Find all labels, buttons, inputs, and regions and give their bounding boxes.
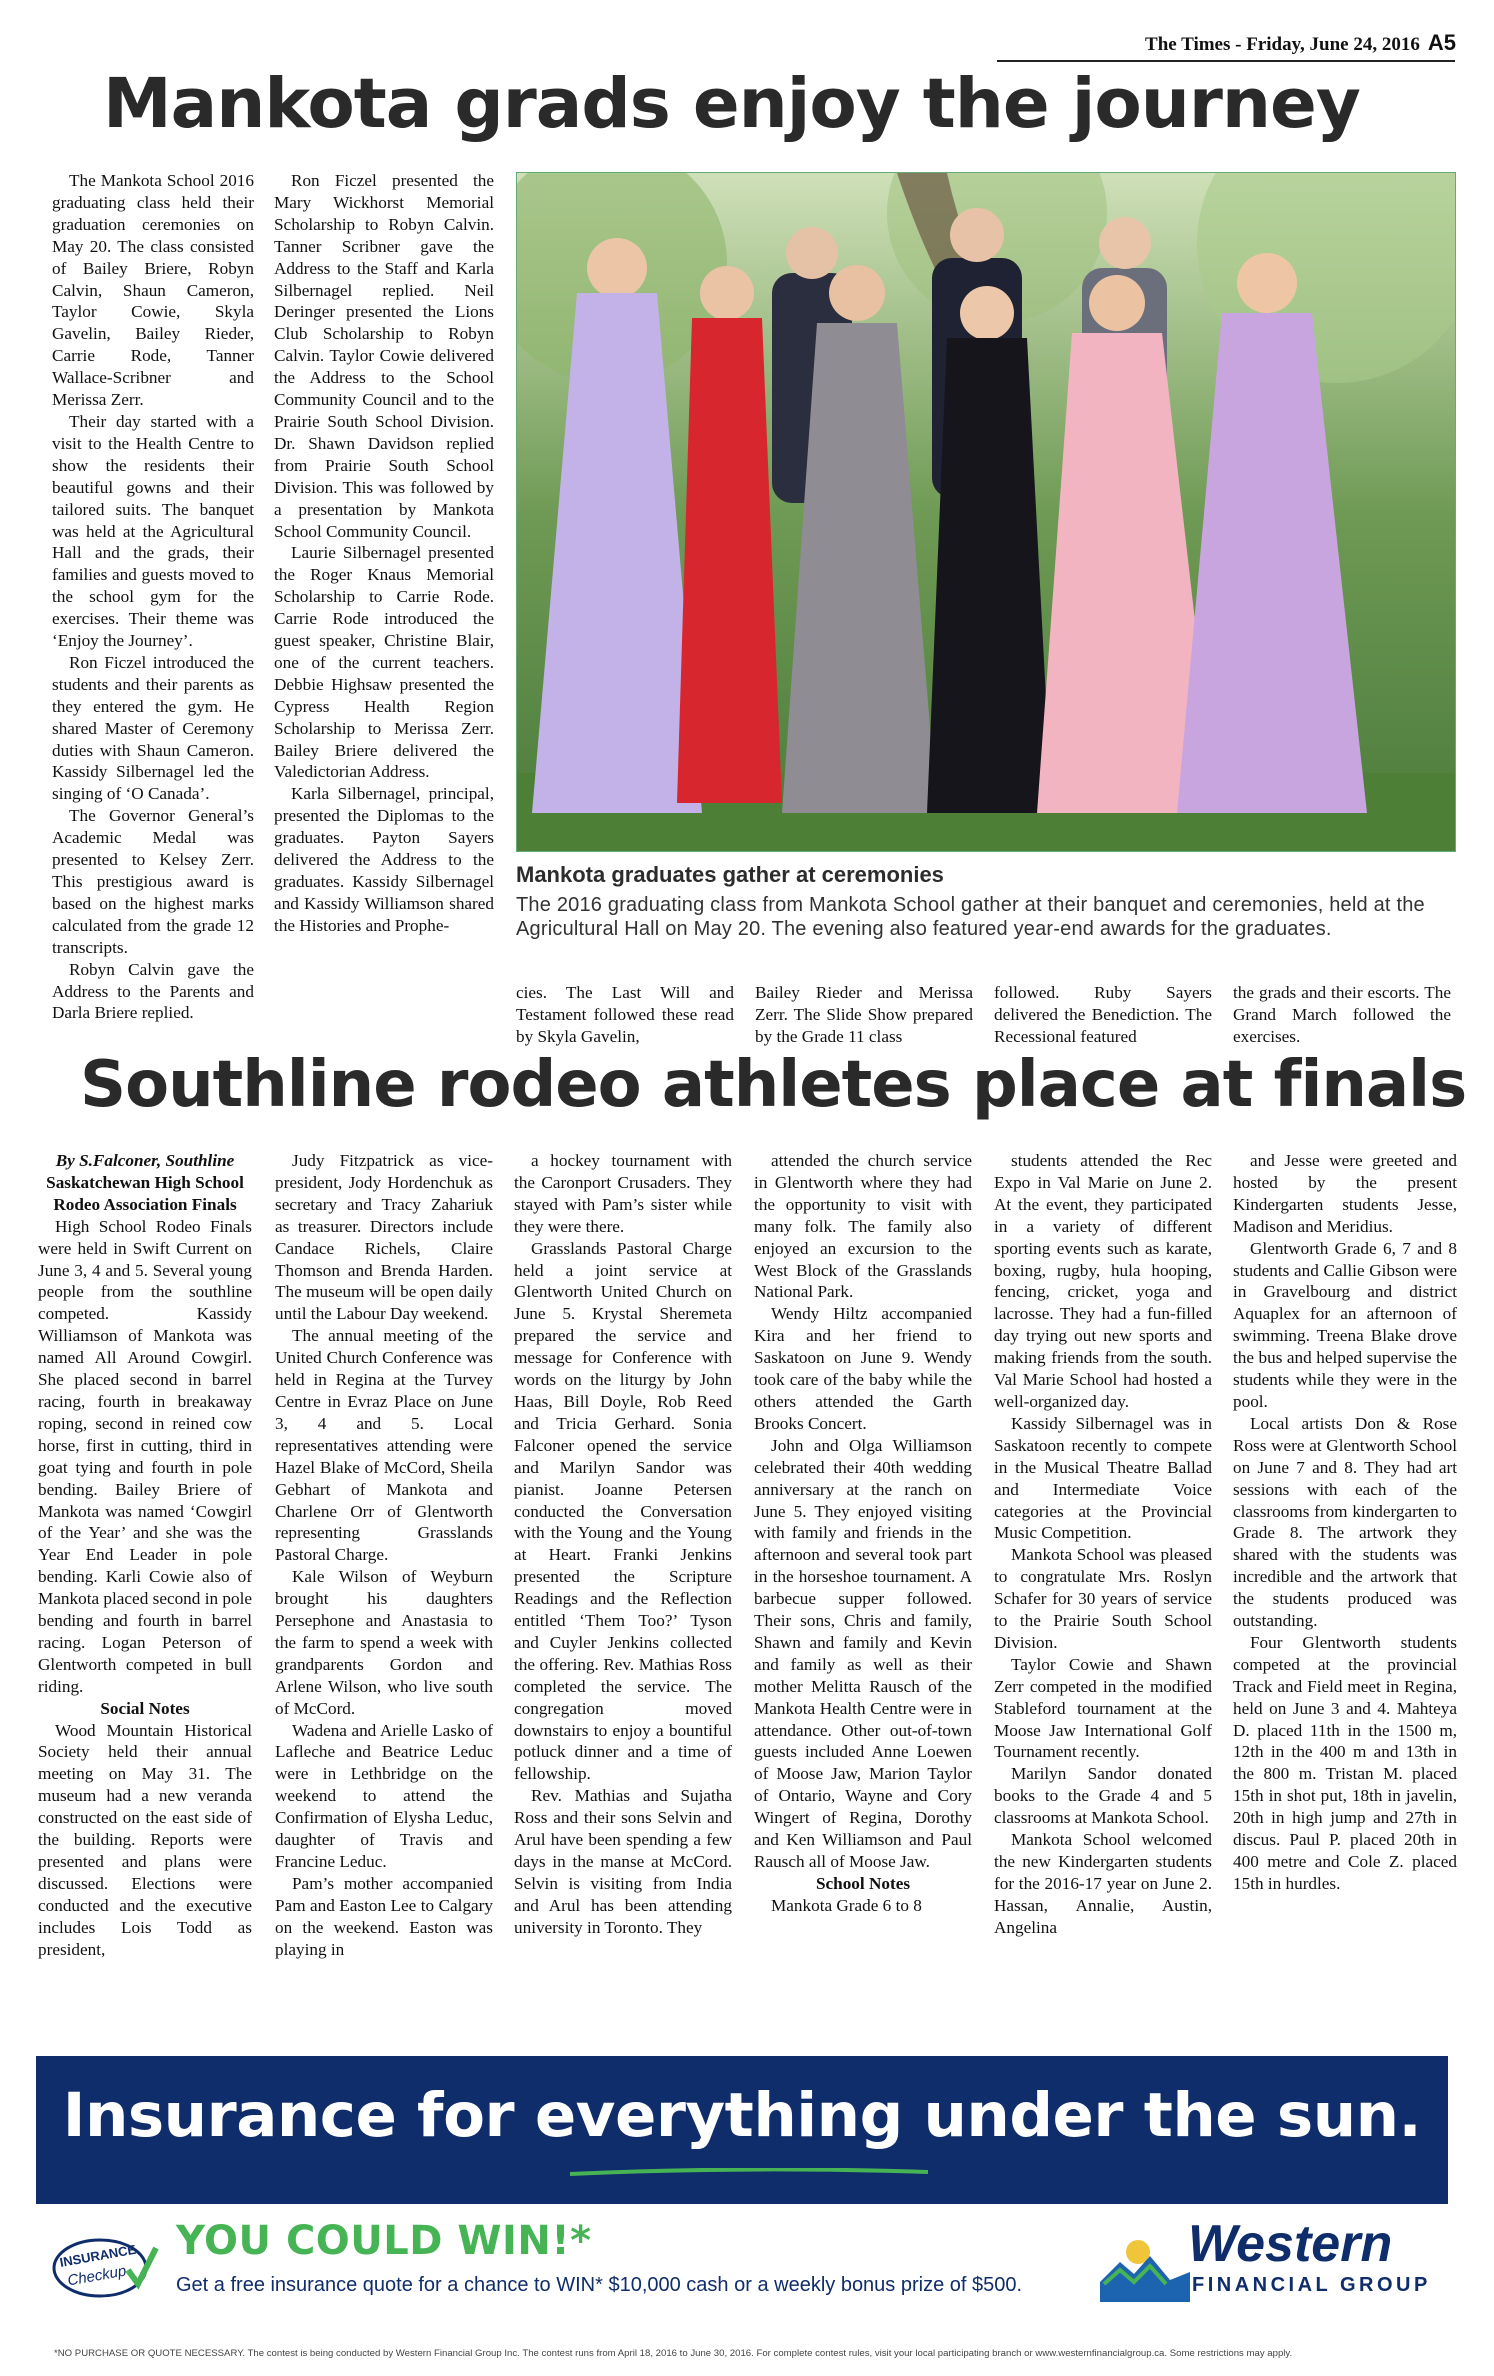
insurance-checkup-badge-icon (50, 2230, 160, 2300)
photo-caption-title: Mankota graduates gather at ceremonies (516, 862, 944, 887)
article2-column-5 (994, 1150, 1212, 1939)
article-paragraph: Ron Ficzel presented the Mary Wickhorst Memorial Scholarship to Robyn Calvin. Tanner Scribner gave the Address to the Staff and Karla Silbernagel replied. Neil Deringer presented the Lions Club Scholarship to Robyn Calvin. Taylor Cowie delivered the Address to the School Community Council and to the Prairie South School Division. Dr. Shawn Davidson replied from Prairie South School Division. This was followed by a presentation by Mankota School Community Council. (274, 171, 494, 541)
ad-headline: Insurance for everything under the sun. (62, 2080, 1422, 2151)
article1-bottom-column-4: the grads and their escorts. The Grand March followed the exercises. (1233, 983, 1451, 1046)
article-paragraph: The Mankota School 2016 graduating class held their graduation ceremonies on May 20. The class consisted of Bailey Briere, Robyn Calvin, Shaun Cameron, Taylor Cowie, Skyla Gavelin, Bailey Rieder, Carrie Rode, Tanner Wallace-Scribner and Merissa Zerr. (52, 171, 254, 410)
article1-column-2 (274, 170, 494, 937)
paper-date: The Times - Friday, June 24, 2016 (1145, 34, 1420, 55)
article-paragraph: The annual meeting of the United Church Conference was held in Regina at the Turvey Centre in Evraz Place on June 3, 4 and 5. Local representatives attending were Hazel Blake of McCord, Sheila Gebhart of Mankota and Charlene Orr of Glentworth representing Grasslands Pastoral Charge. (275, 1326, 493, 1565)
article-paragraph: attended the church service in Glentworth where they had the opportunity to visit with many folk. The family also enjoyed an excursion to the West Block of the Grasslands National Park. (754, 1151, 972, 1302)
article-paragraph: Wadena and Arielle Lasko of Lafleche and Beatrice Leduc were in Lethbridge on the weekend to attend the Confirmation of Elysha Leduc, daughter of Travis and Francine Leduc. (275, 1720, 493, 1871)
article-paragraph: Grasslands Pastoral Charge held a joint service at Glentworth United Church on June 5. Krystal Sheremeta prepared the service and message for Conference with words on the liturgy by John Haas, Bill Doyle, Rob Reed and Tricia Gerhard. Sonia Falconer opened the service and Marilyn Sandor was pianist. Joanne Petersen conducted the Conversation with the Young and the Young at Heart. Franki Jenkins presented the Scripture Readings and the Reflection entitled ‘Them Too?’ Tyson and Cuyler Jenkins collected the offering. Rev. Mathias Ross completed the service. The congregation moved downstairs to enjoy a bountiful potluck dinner and a time of fellowship. (514, 1238, 732, 1784)
ad-swoosh-underline (568, 2168, 930, 2176)
article-paragraph: The Governor General’s Academic Medal was presented to Kelsey Zerr. This prestigious award is based on the highest marks calculated from the grade 12 transcripts. (52, 806, 254, 957)
article-paragraph: Wood Mountain Historical Society held their annual meeting on May 31. The museum had a new veranda constructed on the east side of the building. Reports were presented and plans were discussed. Elections were conducted and the executive includes Lois Todd as president, (38, 1720, 252, 1959)
article2-column-6 (1233, 1150, 1457, 1895)
article-paragraph: Judy Fitzpatrick as vice-president, Jody Hordenchuk as secretary and Tracy Zahariuk as treasurer. Directors include Candace Richels, Claire Thomson and Brenda Harden. The museum will be open daily until the Labour Day weekend. (275, 1151, 493, 1324)
contest-disclaimer: *NO PURCHASE OR QUOTE NECESSARY. The contest is being conducted by Western Financial Group Inc. The contest runs from April 18, 2016 to June 30, 2016. For complete contest rules, visit your local participating branch or www.westernfinancialgroup.ca. Some restrictions may apply. (54, 2348, 1293, 2359)
svg-text:INSURANCE: INSURANCE (58, 2241, 138, 2270)
article1-bottom-column-3: followed. Ruby Sayers delivered the Benediction. The Recessional featured (994, 983, 1212, 1046)
contest-title: YOU COULD WIN!* (176, 2218, 592, 2264)
article2-column-1 (38, 1150, 252, 1961)
article-paragraph: Mankota School was pleased to congratulate Mrs. Roslyn Schafer for 30 years of service to the Prairie South School Division. (994, 1545, 1212, 1652)
article-paragraph: Mankota School welcomed the new Kindergarten students for the 2016-17 year on June 2. Hassan, Annalie, Austin, Angelina (994, 1830, 1212, 1937)
company-name: Western (1188, 2215, 1393, 2273)
article1-bottom-column-1: cies. The Last Will and Testament followed these read by Skyla Gavelin, (516, 983, 734, 1046)
article2-headline: Southline rodeo athletes place at finals (80, 1048, 1467, 1122)
photo-caption-body: The 2016 graduating class from Mankota School gather at their banquet and ceremonies, held at the Agricultural Hall on May 20. The evening also featured year-end awards for the graduates. (516, 894, 1425, 940)
article-paragraph: Rev. Mathias and Sujatha Ross and their sons Selvin and Arul have been spending a few days in the manse at McCord. Selvin is visiting from India and Arul has been attending university in Toronto. They (514, 1786, 732, 1937)
article-paragraph: Karla Silbernagel, principal, presented the Diplomas to the graduates. Payton Sayers delivered the Address to the graduates. Kassidy Silbernagel and Kassidy Williamson shared the Histories and Prophe- (274, 784, 494, 935)
contest-subtitle: Get a free insurance quote for a chance to WIN* $10,000 cash or a weekly bonus prize of $500. (176, 2274, 1023, 2296)
school-notes-subhead: School Notes (815, 1873, 911, 1893)
article-paragraph: Pam’s mother accompanied Pam and Easton Lee to Calgary on the weekend. Easton was playing in (275, 1873, 493, 1959)
article-paragraph: Kale Wilson of Weyburn brought his daughters Persephone and Anastasia to the farm to spend a week with grandparents Gordon and Arlene Wilson, who live south of McCord. (275, 1567, 493, 1718)
header-rule (997, 60, 1455, 62)
article-paragraph: Glentworth Grade 6, 7 and 8 students and Callie Gibson were in Gravelbourg and district Aquaplex for an afternoon of swimming. Treena Blake drove the bus and helped supervise the students while they were in the pool. (1233, 1238, 1457, 1411)
article-paragraph: Kassidy Silbernagel was in Saskatoon recently to compete in the Musical Theatre Ballad and Intermediate Voice categories at the Provincial Music Competition. (994, 1413, 1212, 1543)
company-subtitle: FINANCIAL GROUP (1192, 2274, 1431, 2296)
insurance-ad-banner[interactable] (36, 2056, 1448, 2204)
article-paragraph: Ron Ficzel introduced the students and their parents as they entered the gym. He shared Master of Ceremony duties with Shaun Cameron. Kassidy Silbernagel led the singing of ‘O Canada’. (52, 652, 254, 804)
article-paragraph: Their day started with a visit to the Health Centre to show the residents their beautiful gowns and their tailored suits. The banquet was held at the Agricultural Hall and the grads, their families and guests moved to the school gym for the exercises. Their theme was ‘Enjoy the Journey’. (52, 411, 254, 651)
article-paragraph: Robyn Calvin gave the Address to the Parents and Darla Briere replied. (52, 959, 254, 1023)
svg-text:Checkup: Checkup (66, 2262, 128, 2290)
article-paragraph: Four Glentworth students competed at the provincial Track and Field meet in Regina, held on June 3 and 4. Mahteya D. placed 11th in the 1500 m, 12th in the 400 m and 13th in the 800 m. Tristan M. placed 15th in shot put, 18th in javelin, 20th in high jump and 27th in discus. Paul P. placed 20th in 400 metre and Cole Z. placed 15th in hurdles. (1233, 1632, 1457, 1893)
article-paragraph: and Jesse were greeted and hosted by the present Kindergarten students Jesse, Madison and Meridius. (1233, 1151, 1457, 1236)
article1-headline: Mankota grads enjoy the journey (103, 64, 1360, 144)
article-paragraph: High School Rodeo Finals were held in Swift Current on June 3, 4 and 5. Several young people from the southline competed. Kassidy Williamson of Mankota was named All Around Cowgirl. She placed second in barrel racing, fourth in breakaway roping, second in reined cow horse, first in cutting, third in goat tying and fourth in pole bending. Bailey Briere of Mankota was named ‘Cowgirl of the Year’ and she was the Year End Leader in pole bending. Karli Cowie also of Mankota placed second in pole bending and fourth in barrel racing. Logan Peterson of Glentworth competed in bull riding. (38, 1216, 252, 1696)
article-paragraph: Laurie Silbernagel presented the Roger Knaus Memorial Scholarship to Carrie Rode. Carrie Rode introduced the guest speaker, Christine Blair, one of the current teachers. Debbie Highsaw presented the Cypress Health Region Scholarship to Merissa Zerr. Bailey Briere delivered the Valedictorian Address. (274, 543, 494, 782)
article-paragraph: Mankota Grade 6 to 8 (771, 1895, 922, 1915)
article-paragraph: Marilyn Sandor donated books to the Grade 4 and 5 classrooms at Mankota School. (994, 1764, 1212, 1828)
graduates-photo (516, 172, 1456, 852)
article2-column-4 (754, 1150, 972, 1917)
social-notes-subhead: Social Notes (100, 1698, 190, 1718)
article-paragraph: John and Olga Williamson celebrated their 40th wedding anniversary at the ranch on June 5. They enjoyed visiting with family and friends in the afternoon and several took part in the horseshoe tournament. A barbecue supper followed. Their sons, Chris and family, Shawn and family and Kevin and family as well as their mother Melitta Rausch of the Mankota Health Centre were in attendance. Other out-of-town guests included Anne Loewen of Moose Jaw, Marion Taylor of Ontario, Wayne and Cory Wingert of Regina, Dorothy and Ken Williamson and Paul Rausch all of Moose Jaw. (754, 1435, 972, 1871)
article-paragraph: Wendy Hiltz accompanied Kira and her friend to Saskatoon on June 9. Wendy took care of the baby while the others attended the Garth Brooks Concert. (754, 1304, 972, 1433)
article-paragraph: Local artists Don & Rose Ross were at Glentworth School on June 7 and 8. They had art sessions with each of the classrooms from kindergarten to Grade 8. The artwork they shared with the students was incredible and the artwork that the students produced was outstanding. (1233, 1413, 1457, 1631)
article2-column-2 (275, 1150, 493, 1961)
byline: By S.Falconer, Southline (55, 1151, 235, 1170)
page-number: A5 (1427, 30, 1456, 55)
article-paragraph: a hockey tournament with the Caronport Crusaders. They stayed with Pam’s sister while they were there. (514, 1151, 732, 1236)
article1-column-1 (52, 170, 254, 1024)
article2-column-3 (514, 1150, 732, 1939)
page-folio (1145, 30, 1456, 56)
article-paragraph: Taylor Cowie and Shawn Zerr competed in the modified Stableford tournament at the Moose Jaw International Golf Tournament recently. (994, 1654, 1212, 1762)
byline-subtitle: Saskatchewan High School Rodeo Association Finals (46, 1172, 244, 1214)
article-paragraph: students attended the Rec Expo in Val Marie on June 2. At the event, they participated in a variety of different sporting events such as karate, boxing, rugby, hula hooping, fencing, cricket, yoga and lacrosse. They had a fun-filled day trying out new sports and making friends from the south. Val Marie School had hosted a well-organized day. (994, 1151, 1212, 1411)
article1-bottom-column-2: Bailey Rieder and Merissa Zerr. The Slide Show prepared by the Grade 11 class (755, 983, 973, 1046)
